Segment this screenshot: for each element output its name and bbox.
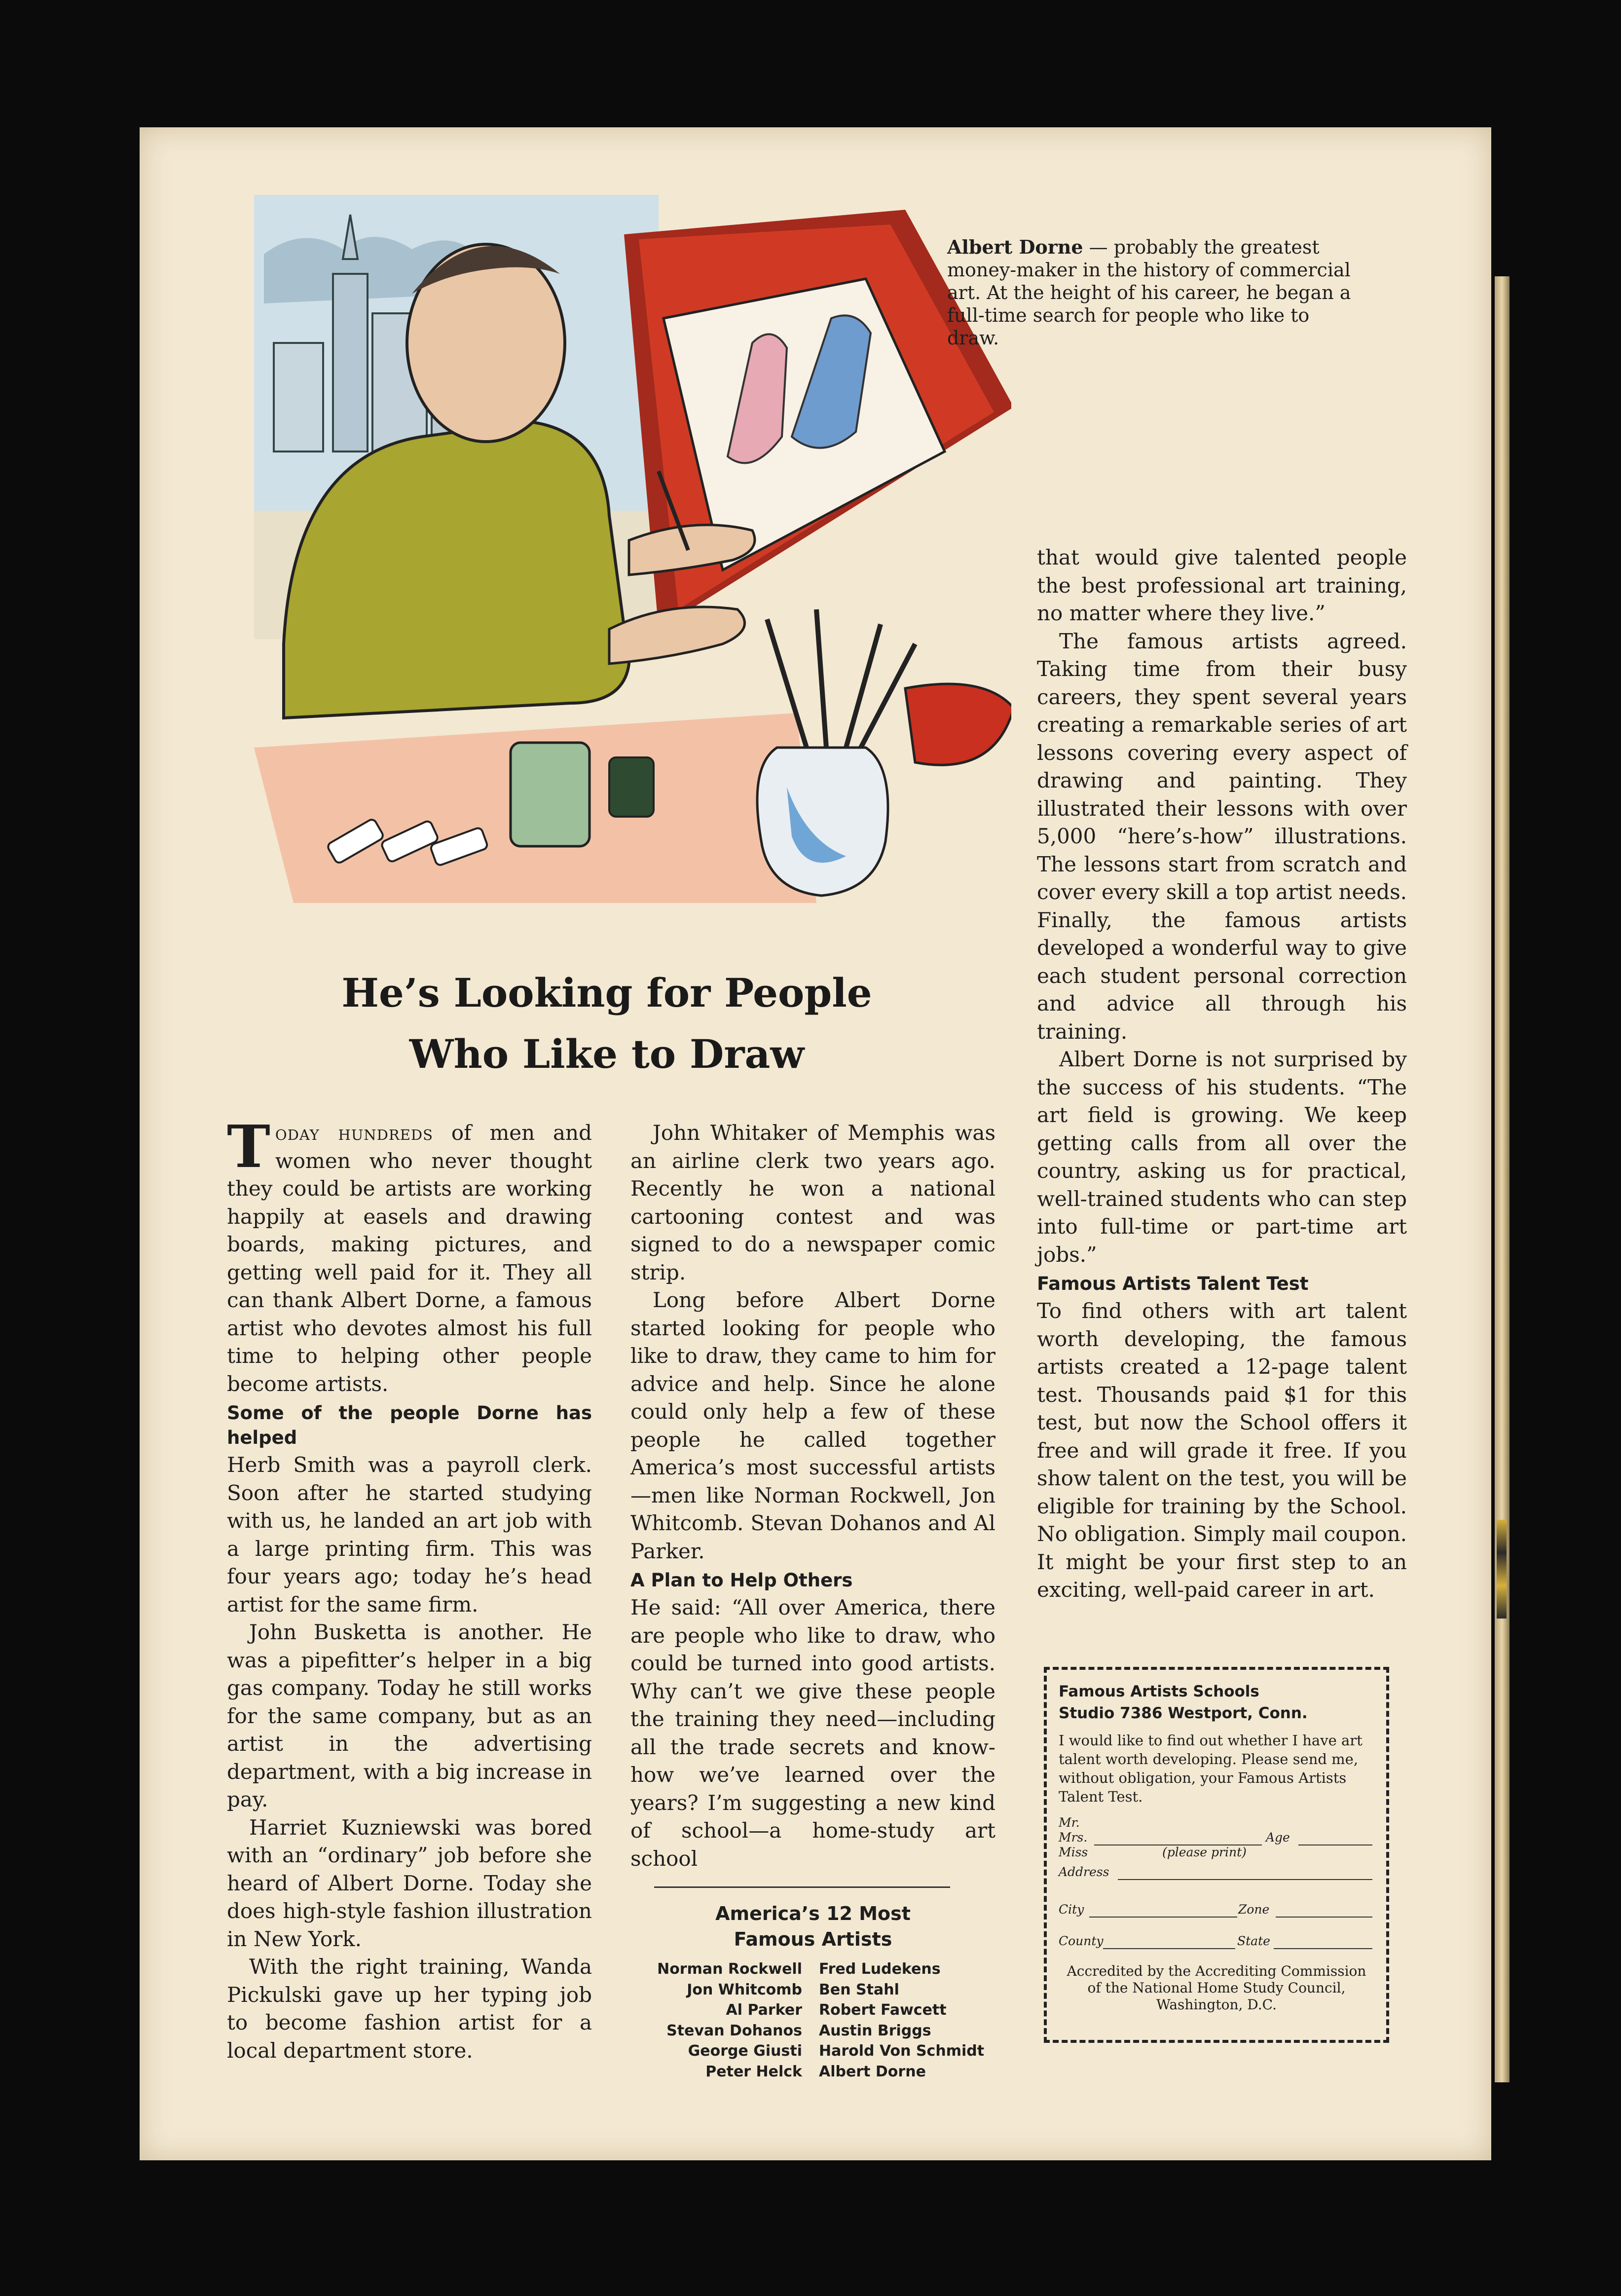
paragraph: To find others with art talent worth developing, the famous artists created a 12-page talent test. Thousands paid $1 for this test, but now the School offers it free and will grade it free. If you show talent on the test, you will be eligible for training by the School. No obligation. Simply mail coupon. It might be your first step to an exciting, well-paid career in art. (1037, 1299, 1407, 1602)
paragraph: Albert Dorne is not surprised by the success of his students. “The art field is growing. We keep getting calls from all over the country, asking us for practical, well-trained students who can step into full-time or part-time art jobs.” (1037, 1047, 1407, 1267)
coupon-field-county[interactable] (1059, 1932, 1374, 1952)
coupon-label: Miss (1059, 1845, 1088, 1859)
coupon-label: Age (1266, 1830, 1290, 1844)
paragraph: Harriet Kuzniewski was bored with an “ordinary” job before she heard of Albert Dorne. Today she does high-style fashion illustration in New York. (227, 1815, 592, 1951)
artist-name: Norman Rockwell (657, 1960, 802, 1978)
adjacent-page-art (1497, 1520, 1507, 1618)
paragraph: Herb Smith was a payroll clerk. Soon after he started studying with us, he landed an art job with a large printing firm. This was four years ago; today he’s head artist for the same firm. (227, 1453, 592, 1617)
artist-list-title (630, 1901, 995, 1952)
coupon-accreditation: Accredited by the Accrediting Commission of the National Home Study Council, Washington, D.C. (1067, 1963, 1366, 2013)
adjacent-page-edge (1495, 276, 1510, 2082)
coupon-label: County (1059, 1934, 1104, 1948)
coupon-field-city[interactable] (1059, 1901, 1374, 1920)
paragraph: John Busketta is another. He was a pipefitter’s helper in a big gas company. Today he still works for the same company, but as an artist in the advertising department, with a big increase in pay. (227, 1620, 592, 1811)
artist-name: Robert Fawcett (819, 2001, 947, 2019)
coupon-label: Zone (1238, 1902, 1270, 1917)
caption-text: — probably the greatest money-maker in the history of commercial art. At the height of his career, he began a full-time search for people who like to draw. (947, 236, 1351, 349)
write-line (1298, 1844, 1372, 1845)
drop-cap: T (227, 1112, 270, 1181)
write-line (1089, 1917, 1237, 1918)
coupon-label: (please print) (1162, 1845, 1247, 1859)
article-column-1 (227, 1112, 592, 2065)
write-line (1118, 1879, 1372, 1880)
artist-list-title-line: America’s 12 Most (715, 1903, 911, 1924)
paragraph: With the right training, Wanda Pickulski gave up her typing job to become fashion artist for a local department store. (227, 1955, 592, 2063)
paragraph: that would give talented people the best professional art training, no matter where they live.” (1037, 545, 1407, 625)
subhead: Famous Artists Talent Test (1037, 1273, 1309, 1294)
paragraph: The famous artists agreed. Taking time from their busy careers, they spent several years creating a remarkable series of art lessons covering every aspect of drawing and painting. They illustrated their lessons with over 5,000 “here’s-how” illustrations. The lessons start from scratch and cover every skill a top artist needs. Finally, the famous artists developed a wonderful way to give each student personal correction and advice all through his training. (1037, 629, 1407, 1044)
article-column-3 (1037, 544, 1407, 1604)
divider (654, 1886, 950, 1888)
artist-name: Ben Stahl (819, 1981, 899, 1998)
artist-name: Harold Von Schmidt (819, 2042, 985, 2060)
coupon-label: City (1059, 1902, 1084, 1917)
lead-smallcaps: oday hundreds (275, 1121, 434, 1145)
brush-jar-icon (757, 609, 1011, 896)
page-title (257, 962, 957, 1085)
artist-name: Peter Helck (705, 2063, 802, 2080)
headline-line-2: Who Like to Draw (409, 1031, 805, 1077)
write-line (1274, 1948, 1372, 1949)
artist-list-title-line: Famous Artists (734, 1928, 892, 1950)
paragraph (227, 1112, 592, 1398)
subhead: Some of the people Dorne has helped (227, 1402, 592, 1448)
artist-name: Stevan Dohanos (666, 2022, 802, 2039)
subhead: A Plan to Help Others (630, 1570, 853, 1591)
artist-name: Austin Briggs (819, 2022, 931, 2039)
article-column-2 (630, 1119, 995, 2082)
write-line (1103, 1948, 1235, 1949)
artist-name: Al Parker (726, 2001, 802, 2019)
artist-list (626, 1959, 995, 2082)
coupon-field-mr[interactable] (1059, 1815, 1374, 1834)
coupon-header-line: Famous Artists Schools (1059, 1683, 1259, 1700)
illustration-caption (947, 236, 1366, 349)
artist-name: Fred Ludekens (819, 1960, 941, 1978)
paragraph: John Whitaker of Memphis was an airline clerk two years ago. Recently he won a national cartooning contest and was signed to do a newspaper comic strip. (630, 1121, 995, 1284)
coupon-header-line: Studio 7386 Westport, Conn. (1059, 1704, 1308, 1722)
artist-name: Jon Whitcomb (687, 1981, 802, 1998)
coupon-label: Mrs. (1059, 1830, 1088, 1844)
caption-name: Albert Dorne (947, 236, 1083, 258)
coupon-field-address[interactable] (1059, 1863, 1374, 1883)
headline-line-1: He’s Looking for People (341, 970, 872, 1016)
coupon-label: Address (1059, 1865, 1109, 1879)
coupon-body: I would like to find out whether I have art talent worth developing. Please send me, without obligation, your Famous Artists Talent Test. (1059, 1732, 1363, 1805)
albert-dorne-illustration (254, 195, 1011, 903)
coupon-field-miss[interactable] (1059, 1845, 1374, 1863)
artist-name: Albert Dorne (819, 2063, 926, 2080)
write-line (1276, 1917, 1372, 1918)
paragraph: Long before Albert Dorne started looking for people who like to draw, they came to him for advice and help. Since he alone could only help a few of these people he called together America’s most successful artists —men like Norman Rockwell, Jon Whitcomb. Stevan Dohanos and Al Parker. (630, 1288, 995, 1563)
coupon-label: State (1237, 1934, 1270, 1948)
paragraph-text: of men and women who never thought they could be artists are working happily at easels and drawing boards, making pictures, and getting well paid for it. They all can thank Albert Dorne, a famous artist who devotes almost his full time to helping other people become artists. (227, 1121, 592, 1396)
coupon-label: Mr. (1059, 1815, 1080, 1830)
artist-name: George Giusti (688, 2042, 802, 2060)
paragraph: He said: “All over America, there are people who like to draw, who could be turned into good artists. Why can’t we give these people the training they need—including all the trade secrets and know-how we’ve learned over the years? I’m suggesting a new kind of school—a home-study art school (630, 1595, 995, 1871)
mail-coupon[interactable] (1044, 1667, 1389, 2043)
